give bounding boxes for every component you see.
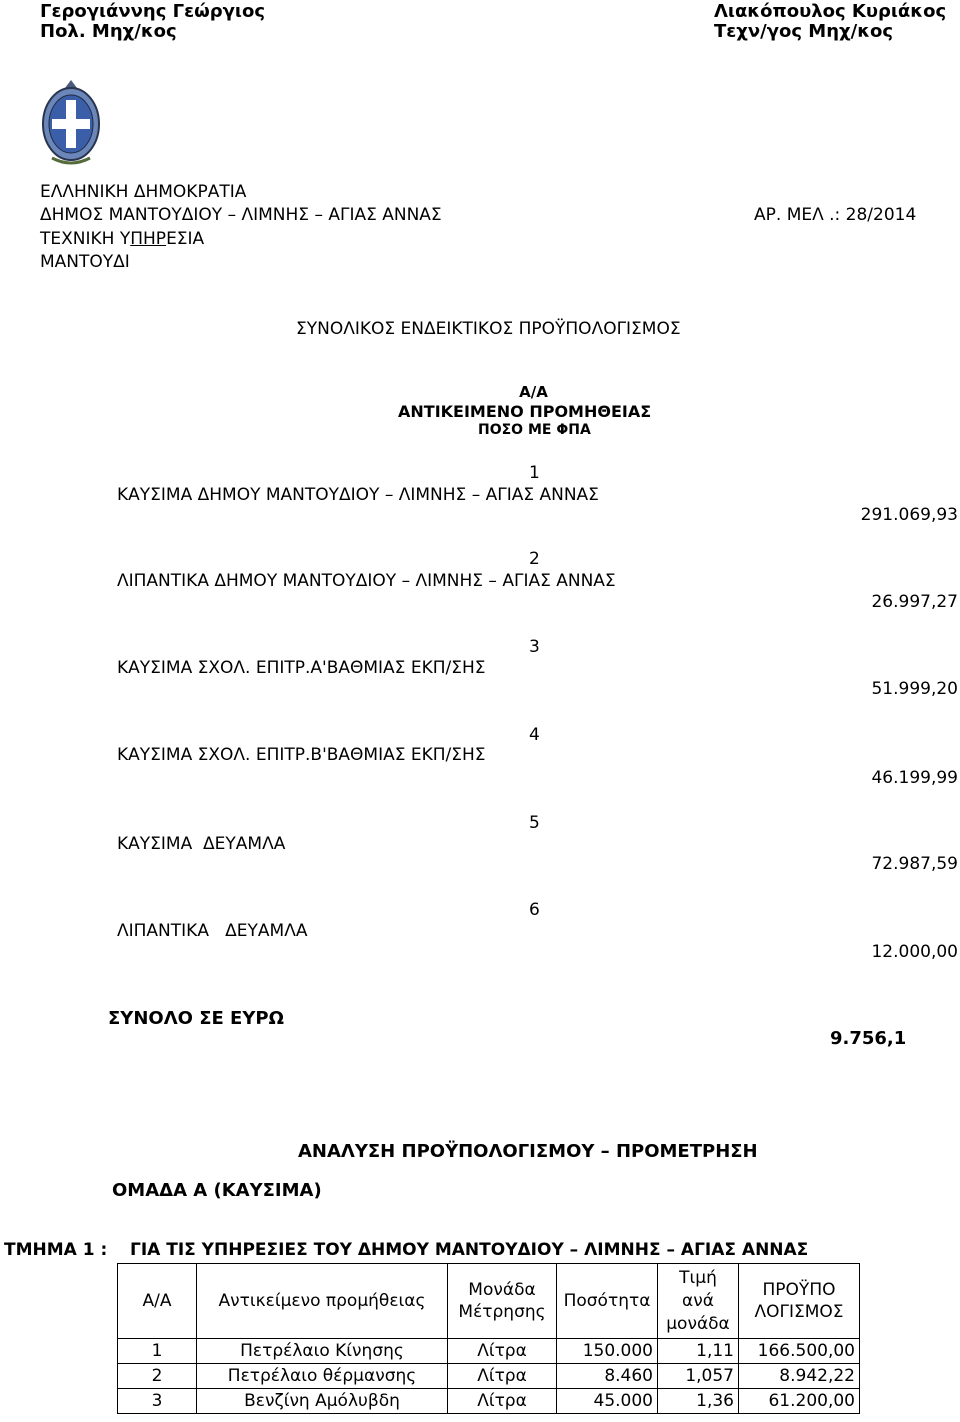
summary-row-num: 5 — [529, 813, 540, 833]
header-republic: ΕΛΛΗΝΙΚΗ ΔΗΜΟΚΡΑΤΙΑ — [40, 182, 247, 202]
cell-price: 1,36 — [658, 1389, 739, 1414]
summary-row-num: 2 — [529, 549, 540, 569]
summary-row-amount: 51.999,20 — [871, 679, 958, 699]
summary-col-aa: Α/Α — [519, 383, 548, 401]
greek-emblem-icon — [40, 78, 102, 166]
cell-item: Πετρέλαιο θέρμανσης — [197, 1364, 448, 1389]
summary-row-amount: 26.997,27 — [871, 592, 958, 612]
cell-qty: 8.460 — [557, 1364, 658, 1389]
summary-row-num: 6 — [529, 900, 540, 920]
cell-aa: 3 — [118, 1389, 197, 1414]
left-signatory-title: Πολ. Μηχ/κος — [40, 21, 177, 42]
summary-row-amount: 12.000,00 — [871, 942, 958, 962]
right-signatory-title: Τεχν/γος Μηχ/κος — [714, 21, 894, 42]
table-header-row — [118, 1264, 860, 1339]
summary-col-amount: ΠΟΣΟ ΜΕ ΦΠΑ — [478, 422, 591, 438]
summary-row-amount: 46.199,99 — [871, 768, 958, 788]
th-budget: ΠΡΟΫΠΟ ΛΟΓΙΣΜΟΣ — [739, 1264, 860, 1339]
cell-item: Βενζίνη Αμόλυβδη — [197, 1389, 448, 1414]
cell-price: 1,11 — [658, 1339, 739, 1364]
th-price: Τιμή ανά μονάδα — [658, 1264, 739, 1339]
header-municipality: ΔΗΜΟΣ ΜΑΝΤΟΥΔΙΟΥ – ΛΙΜΝΗΣ – ΑΓΙΑΣ ΑΝΝΑΣ — [40, 205, 442, 225]
summary-row-num: 3 — [529, 637, 540, 657]
summary-row-num: 1 — [529, 463, 540, 483]
cell-aa: 2 — [118, 1364, 197, 1389]
cell-unit: Λίτρα — [448, 1389, 557, 1414]
analysis-title: ΑΝΑΛΥΣΗ ΠΡΟΫΠΟΛΟΓΙΣΜΟΥ – ΠΡΟΜΕΤΡΗΣΗ — [298, 1141, 758, 1162]
th-item: Αντικείμενο προμήθειας — [197, 1264, 448, 1339]
summary-row-num: 4 — [529, 725, 540, 745]
table-row — [118, 1389, 860, 1414]
summary-title: ΣΥΝΟΛΙΚΟΣ ΕΝΔΕΙΚΤΙΚΟΣ ΠΡΟΫΠΟΛΟΓΙΣΜΟΣ — [296, 319, 681, 339]
th-unit: Μονάδα Μέτρησης — [448, 1264, 557, 1339]
th-aa: Α/Α — [118, 1264, 197, 1339]
cell-unit: Λίτρα — [448, 1339, 557, 1364]
table-row — [118, 1364, 860, 1389]
summary-total-label: ΣΥΝΟΛΟ ΣΕ ΕΥΡΩ — [108, 1008, 284, 1029]
cell-qty: 45.000 — [557, 1389, 658, 1414]
group-title: ΟΜΑΔΑ Α (ΚΑΥΣΙΜΑ) — [112, 1180, 322, 1201]
reference-number: ΑΡ. ΜΕΛ .: 28/2014 — [754, 205, 917, 225]
summary-col-item: ΑΝΤΙΚΕΙΜΕΝΟ ΠΡΟΜΗΘΕΙΑΣ — [398, 402, 652, 421]
summary-row-label: ΚΑΥΣΙΜΑ ΔΕΥΑΜΛΑ — [117, 834, 286, 854]
summary-row-label: ΚΑΥΣΙΜΑ ΣΧΟΛ. ΕΠΙΤΡ.Α'ΒΑΘΜΙΑΣ ΕΚΠ/ΣΗΣ — [117, 658, 486, 678]
left-signatory-name: Γερογιάννης Γεώργιος — [40, 1, 265, 22]
summary-row-amount: 72.987,59 — [871, 854, 958, 874]
cell-item: Πετρέλαιο Κίνησης — [197, 1339, 448, 1364]
header-technical-service: ΤΕΧΝΙΚΗ ΥΠΗΡΕΣΙΑ — [40, 229, 205, 249]
budget-table — [117, 1263, 860, 1414]
table-row — [118, 1339, 860, 1364]
header-location: ΜΑΝΤΟΥΔΙ — [40, 252, 130, 272]
section-label: ΤΜΗΜΑ 1 : — [4, 1240, 108, 1260]
summary-total-value: 9.756,1 — [830, 1028, 907, 1049]
cell-total: 166.500,00 — [739, 1339, 860, 1364]
th-qty: Ποσότητα — [557, 1264, 658, 1339]
cell-price: 1,057 — [658, 1364, 739, 1389]
summary-row-amount: 291.069,93 — [860, 505, 958, 525]
summary-row-label: ΚΑΥΣΙΜΑ ΔΗΜΟΥ ΜΑΝΤΟΥΔΙΟΥ – ΛΙΜΝΗΣ – ΑΓΙΑΣ ΑΝΝΑΣ — [117, 485, 599, 505]
cell-total: 61.200,00 — [739, 1389, 860, 1414]
section-title: ΓΙΑ ΤΙΣ ΥΠΗΡΕΣΙΕΣ ΤΟΥ ΔΗΜΟΥ ΜΑΝΤΟΥΔΙΟΥ – ΛΙΜΝΗΣ – ΑΓΙΑΣ ΑΝΝΑΣ — [130, 1240, 809, 1260]
cell-aa: 1 — [118, 1339, 197, 1364]
cell-total: 8.942,22 — [739, 1364, 860, 1389]
summary-row-label: ΛΙΠΑΝΤΙΚΑ ΔΗΜΟΥ ΜΑΝΤΟΥΔΙΟΥ – ΛΙΜΝΗΣ – ΑΓΙΑΣ ΑΝΝΑΣ — [117, 571, 616, 591]
summary-row-label: ΚΑΥΣΙΜΑ ΣΧΟΛ. ΕΠΙΤΡ.Β'ΒΑΘΜΙΑΣ ΕΚΠ/ΣΗΣ — [117, 745, 486, 765]
cell-unit: Λίτρα — [448, 1364, 557, 1389]
cell-qty: 150.000 — [557, 1339, 658, 1364]
right-signatory-name: Λιακόπουλος Κυριάκος — [714, 1, 947, 22]
summary-row-label: ΛΙΠΑΝΤΙΚΑ ΔΕΥΑΜΛΑ — [117, 921, 308, 941]
